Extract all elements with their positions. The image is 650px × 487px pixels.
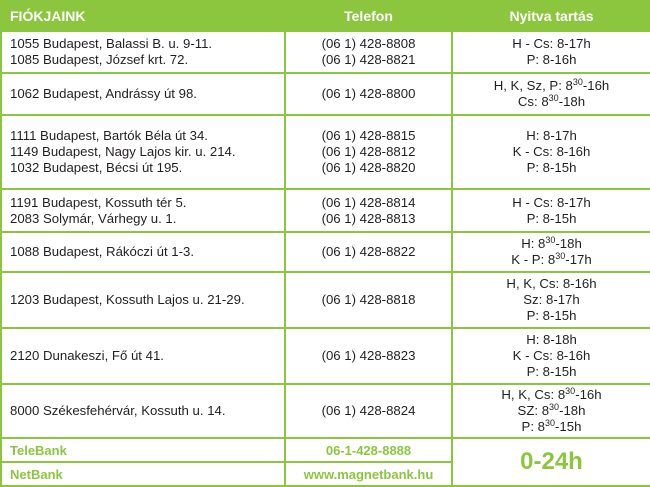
branch-cell	[1, 73, 285, 115]
phone-cell	[285, 115, 452, 189]
hours-line: Sz: 8-17h	[523, 292, 580, 307]
hours-line: P: $8^{30}-15h$	[521, 418, 582, 434]
hours-line: H, K, Cs: 8-16h	[506, 276, 597, 291]
table-row	[1, 384, 650, 438]
hours-line: Cs: $8^{30}-18h$	[517, 93, 586, 109]
phone-number: (06 1) 428-8815	[321, 128, 416, 143]
branch-cell	[1, 115, 285, 189]
phone-number: (06 1) 428-8818	[321, 292, 416, 307]
phone-number: (06 1) 428-8823	[321, 348, 416, 363]
branch-address: 2083 Solymár, Várhegy u. 1.	[10, 210, 177, 226]
table-row	[1, 189, 650, 232]
phone-cell	[285, 328, 452, 384]
branch-cell	[1, 232, 285, 272]
hours-line: H: 8-17h	[526, 128, 577, 143]
hours-cell	[452, 31, 650, 73]
phone-number: (06 1) 428-8824	[321, 403, 416, 418]
hours-line: P: 8-15h	[526, 308, 577, 323]
branch-address: 1111 Budapest, Bartók Béla út 34.	[10, 128, 208, 143]
branch-address: 8000 Székesfehérvár, Kossuth u. 14.	[10, 403, 226, 418]
phone-number: (06 1) 428-8812	[321, 144, 416, 159]
phone-cell	[285, 232, 452, 272]
phone-number: (06 1) 428-8821	[321, 52, 416, 67]
telebank-label: TeleBank	[1, 438, 285, 462]
phone-number: (06 1) 428-8808	[321, 36, 416, 51]
minutes-superscript: 30	[548, 93, 559, 103]
branch-cell	[1, 189, 285, 232]
hours-line: H - Cs: 8-17h	[512, 194, 591, 210]
minutes-superscript: 30	[572, 77, 583, 87]
table-row	[1, 73, 650, 115]
table-row	[1, 115, 650, 189]
header-branches: FIÓKJAINK	[1, 1, 285, 31]
hours-cell	[452, 189, 650, 232]
phone-cell	[285, 384, 452, 438]
hours-line: H - Cs: 8-17h	[512, 36, 591, 51]
hours-cell	[452, 272, 650, 328]
phone-cell	[285, 73, 452, 115]
branch-address: 1088 Budapest, Rákóczi út 1-3.	[10, 244, 195, 259]
hours-cell	[452, 384, 650, 438]
branch-cell	[1, 272, 285, 328]
hours-line: K - Cs: 8-16h	[512, 144, 591, 159]
branch-address: 1085 Budapest, József krt. 72.	[10, 52, 189, 67]
table-row	[1, 232, 650, 272]
hours-line: P: 8-15h	[526, 364, 577, 379]
hours-cell	[452, 115, 650, 189]
hours-line: P: 8-15h	[526, 160, 577, 175]
branch-address: 1032 Budapest, Bécsi út 195.	[10, 160, 183, 175]
hours-line: SZ: $8^{30}-18h$	[517, 402, 586, 418]
hours-line: P: 8-16h	[526, 52, 577, 67]
phone-number: (06 1) 428-8822	[321, 244, 416, 259]
hours-line: H: $8^{30}-18h$	[521, 235, 582, 251]
hours-24-badge: 0-24h	[452, 438, 650, 486]
minutes-superscript: 30	[565, 386, 576, 396]
hours-line: H, K, Sz, P: $8^{30}-16h$	[493, 77, 610, 93]
hours-cell	[452, 73, 650, 115]
header-phone: Telefon	[285, 1, 452, 31]
minutes-superscript: 30	[545, 418, 556, 428]
table-header-row	[1, 1, 650, 31]
netbank-label: NetBank	[1, 462, 285, 486]
table-row	[1, 31, 650, 73]
phone-number: (06 1) 428-8814	[321, 194, 416, 210]
branch-cell	[1, 384, 285, 438]
minutes-superscript: 30	[555, 251, 566, 261]
minutes-superscript: 30	[549, 402, 560, 412]
phone-number: (06 1) 428-8800	[321, 86, 416, 101]
branch-address: 1055 Budapest, Balassi B. u. 9-11.	[10, 36, 213, 51]
branch-address: 1203 Budapest, Kossuth Lajos u. 21-29.	[10, 292, 245, 307]
hours-line: P: 8-15h	[526, 210, 577, 226]
netbank-link[interactable]: www.magnetbank.hu	[285, 462, 452, 486]
branch-address: 1191 Budapest, Kossuth tér 5.	[10, 194, 187, 210]
hours-line: H, K, Cs: $8^{30}-16h$	[501, 386, 602, 402]
phone-cell	[285, 31, 452, 73]
table-row	[1, 272, 650, 328]
phone-cell	[285, 272, 452, 328]
hours-line: K - P: $8^{30}-17h$	[511, 251, 592, 267]
hours-cell	[452, 232, 650, 272]
branch-cell	[1, 31, 285, 73]
phone-number: (06 1) 428-8820	[321, 160, 416, 175]
hours-line: K - Cs: 8-16h	[512, 348, 591, 363]
branch-address: 2120 Dunakeszi, Fő út 41.	[10, 348, 164, 363]
hours-cell	[452, 328, 650, 384]
header-hours: Nyitva tartás	[452, 1, 650, 31]
branch-cell	[1, 328, 285, 384]
table-row	[1, 328, 650, 384]
branch-address: 1149 Budapest, Nagy Lajos kir. u. 214.	[10, 144, 236, 159]
phone-cell	[285, 189, 452, 232]
phone-number: (06 1) 428-8813	[321, 210, 416, 226]
footer-row-telebank	[1, 438, 650, 462]
hours-line: H: 8-18h	[526, 332, 577, 347]
branch-address: 1062 Budapest, Andrássy út 98.	[10, 86, 197, 101]
telebank-phone: 06-1-428-8888	[285, 438, 452, 462]
minutes-superscript: 30	[545, 235, 556, 245]
